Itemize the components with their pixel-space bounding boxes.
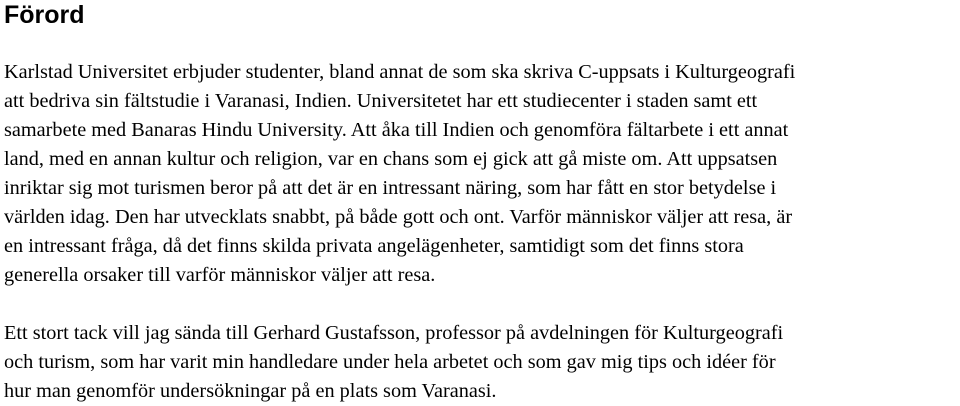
paragraph-line: samarbete med Banaras Hindu University. Att åka till Indien och genomföra fältarbete i ett annat [4,119,789,141]
paragraph-line: världen idag. Den har utvecklats snabbt, på både gott och ont. Varför människor väljer att resa, är [4,206,793,228]
paragraph-line: generella orsaker till varför människor väljer att resa. [4,264,436,286]
paragraph-line: och turism, som har varit min handledare under hela arbetet och som gav mig tips och idéer för [4,351,776,373]
paragraph-intro [4,58,954,290]
paragraph-line: Karlstad Universitet erbjuder studenter, bland annat de som ska skriva C-uppsats i Kulturgeografi [4,61,796,83]
document-page [4,0,954,406]
paragraph-line: att bedriva sin fältstudie i Varanasi, Indien. Universitetet har ett studiecenter i staden samt ett [4,90,758,112]
paragraph-line: en intressant fråga, då det finns skilda privata angelägenheter, samtidigt som det finns stora [4,235,744,257]
paragraph-line: inriktar sig mot turismen beror på att det är en intressant näring, som har fått en stor betydelse i [4,177,777,199]
paragraph-line: land, med en annan kultur och religion, var en chans som ej gick att gå miste om. Att uppsatsen [4,148,778,170]
paragraph-acknowledgement [4,319,954,406]
paragraph-line: hur man genomför undersökningar på en plats som Varanasi. [4,380,497,402]
paragraph-line: Ett stort tack vill jag sända till Gerhard Gustafsson, professor på avdelningen för Kulturgeografi [4,322,784,344]
page-title: Förord [4,1,85,29]
